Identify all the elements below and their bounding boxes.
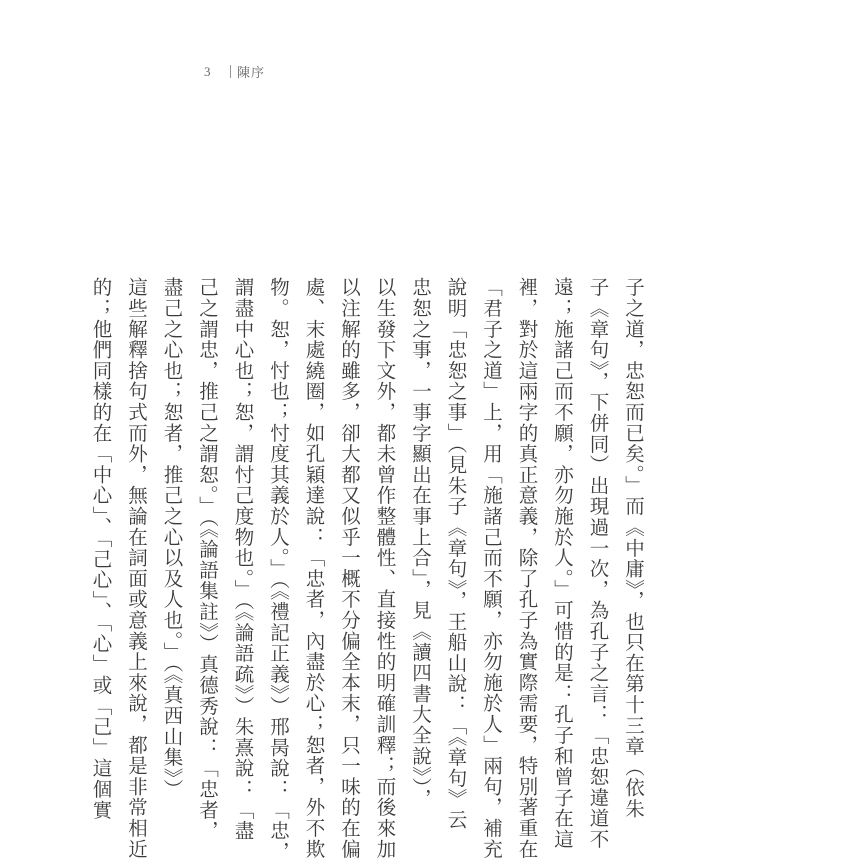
page-number: 3 [204, 63, 211, 79]
running-header [204, 62, 265, 81]
body-text [83, 277, 651, 862]
text-column: 的；他們同樣的在「中心」、「己心」、「心」或「己」這個實 [89, 277, 113, 821]
text-column: 以注解的雖多，卻大都又似乎一概不分偏全本末，只一味的在偏 [338, 277, 361, 860]
text-column: 這些解釋捨句式而外，無論在詞面或意義上來說，都是非常相近 [125, 277, 148, 860]
text-column: 遠；施諸己而不願，亦勿施於人。」可惜的是：孔子和曾子在這 [551, 277, 574, 850]
header-divider [230, 65, 231, 78]
text-column: 「君子之道」上，用「施諸己而不願，亦勿施於人」兩句，補充 [480, 277, 503, 860]
text-column: 謂盡中心也；恕，謂忖己度物也。」（《論語疏》）朱熹說：「盡 [231, 277, 255, 842]
text-column: 己之謂忠，推己之謂恕。」（《論語集註》）真德秀說：「忠者， [196, 277, 219, 842]
text-column: 子之道，忠恕而已矣。」而《中庸》，也只在第十三章（依朱 [622, 277, 645, 820]
text-column: 忠恕之事，一事字顯出在事上合」，見《讀四書大全說》）， [409, 277, 432, 810]
text-column: 以生發下文外，都未曾作整體性、直接性的明確訓釋；而後來加 [373, 277, 397, 860]
section-title: 陳序 [237, 66, 266, 81]
text-column: 處、末處繞圈，如孔穎達說：「忠者，內盡於心；恕者，外不欺 [302, 277, 326, 860]
text-column: 說明「忠恕之事」（見朱子《章句》，王船山說：「《章句》云 [444, 277, 468, 831]
text-column: 盡己之心也；恕者，推己之心以及人也。」（《真西山集》） [160, 277, 184, 800]
text-column: 物。恕，忖也；忖度其義於人。」（《禮記正義》）邢昺說：「忠， [267, 277, 290, 862]
text-column: 裡，對於這兩字的真正意義，除了孔子為實際需要，特別著重在 [515, 277, 539, 860]
text-column: 子《章句》，下併同）出現過一次，為孔子之言：「忠恕違道不 [586, 277, 610, 850]
